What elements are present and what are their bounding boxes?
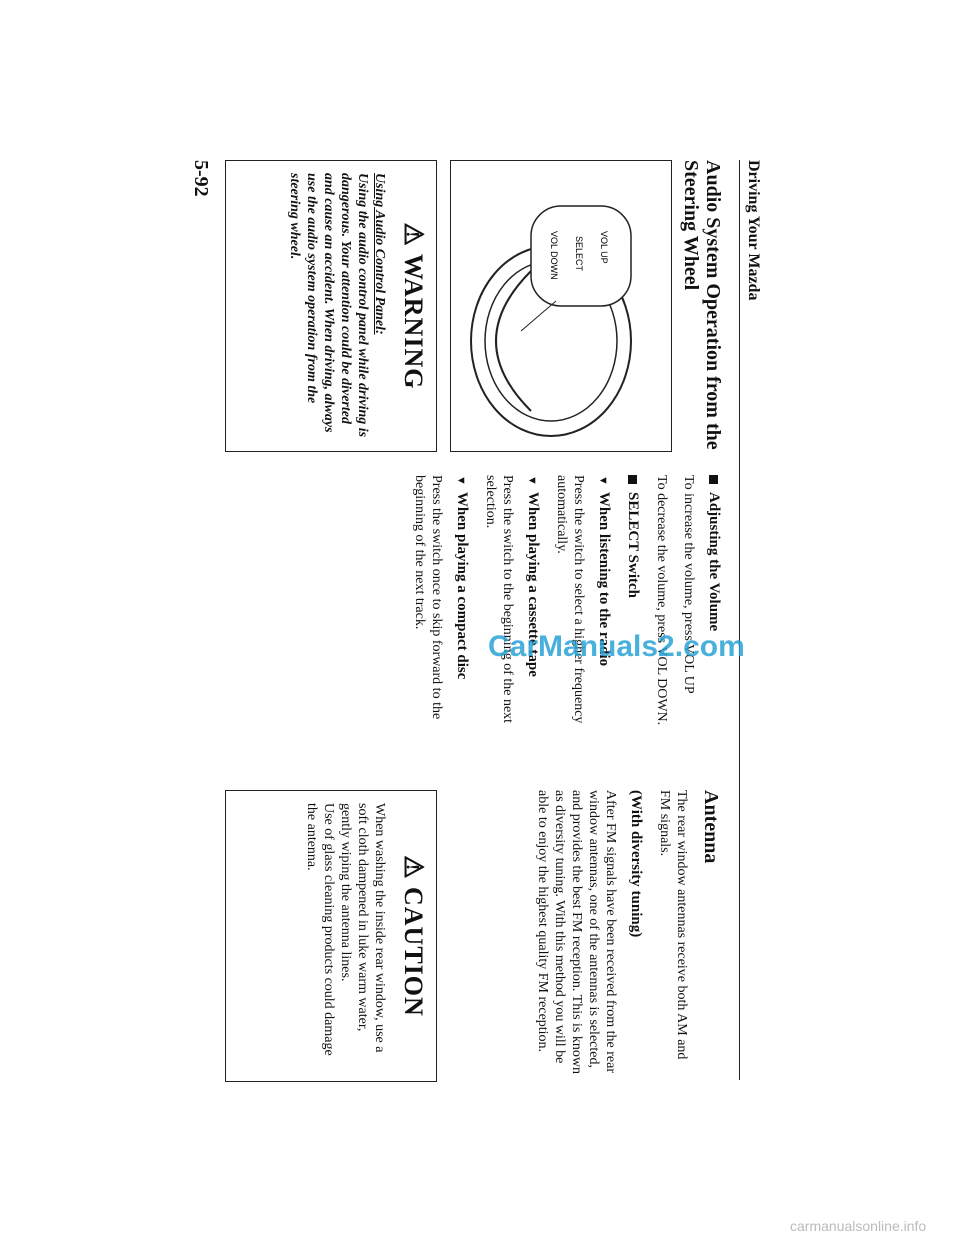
cassette-heading: ▼When playing a cassette tape [525, 475, 541, 677]
bullet-square-icon [709, 475, 718, 484]
triangle-bullet-icon: ▼ [526, 475, 538, 486]
triangle-bullet-icon: ▼ [455, 475, 467, 486]
adjusting-heading: Adjusting the Volume [705, 475, 722, 765]
caution-text-2: Use of glass cleaning products could damage the antenna. [304, 803, 336, 1056]
warning-triangle-icon: ⚠ [399, 222, 428, 247]
running-header: Driving Your Mazda [745, 160, 762, 301]
diversity-heading: (With diversity tuning) [628, 790, 644, 938]
radio-text: Press the switch to select a higher frequency automatically. [554, 475, 586, 724]
bullet-square-icon [628, 475, 637, 484]
antenna-heading: Antenna [700, 790, 722, 864]
caution-triangle-icon: ⚠ [399, 855, 428, 880]
cd-heading: ▼When playing a compact disc [454, 475, 470, 680]
header-rule [739, 160, 740, 1080]
middle-column [411, 475, 722, 765]
cd-text: Press the switch once to skip forward to the beginning of the next track. [412, 475, 444, 720]
steering-wheel-illustration [451, 161, 671, 451]
right-column [534, 790, 722, 1080]
steering-wheel-diagram [450, 160, 672, 452]
diagram-label-vol-down: VOL DOWN [549, 231, 559, 280]
warning-box [225, 160, 437, 452]
caution-body [303, 803, 388, 1069]
warning-subject: Using Audio Control Panel: [372, 173, 387, 335]
section-heading: Audio System Operation from the Steering Wheel [680, 160, 724, 450]
warning-text: Using the audio control panel while driving is dangerous. Your attention could be diverted and cause an accident. When driving, always use the audio system operation from the steering wheel. [287, 173, 370, 438]
adjusting-text-2: To decrease the volume, press VOL DOWN. [654, 475, 669, 726]
caution-title [398, 791, 428, 1081]
triangle-bullet-icon: ▼ [597, 475, 609, 486]
adjusting-text-1: To increase the volume, press VOL UP [681, 475, 696, 694]
antenna-text-2: After FM signals have been received from the rear window antennas, one of the antennas is selected, and provides the best FM reception. This is known as diversity tuning. With this method you will be able to enjoy the highest quality FM reception. [535, 790, 618, 1074]
select-heading: SELECT Switch [624, 475, 641, 765]
caution-title-text: CAUTION [399, 887, 428, 1017]
warning-title [398, 161, 428, 451]
warning-body [286, 173, 388, 439]
diagram-label-vol-up: VOL UP [599, 231, 609, 264]
radio-heading: ▼When listening to the radio [596, 475, 612, 667]
cassette-text: Press the switch to the beginning of the next selection. [483, 475, 515, 724]
caution-text-1: When washing the inside rear window, use a soft cloth dampened in luke warm water, gently wiping the antenna lines. [338, 803, 387, 1053]
watermark: CarManuals2.com [488, 630, 745, 663]
antenna-text-1: The rear window antennas receive both AM and FM signals. [657, 790, 689, 1060]
warning-title-text: WARNING [399, 253, 428, 390]
page-number: 5-92 [190, 160, 212, 197]
footer-url[interactable]: carmanualsonline.info [790, 1218, 927, 1234]
diagram-label-select: SELECT [574, 236, 584, 272]
caution-box [225, 790, 437, 1082]
